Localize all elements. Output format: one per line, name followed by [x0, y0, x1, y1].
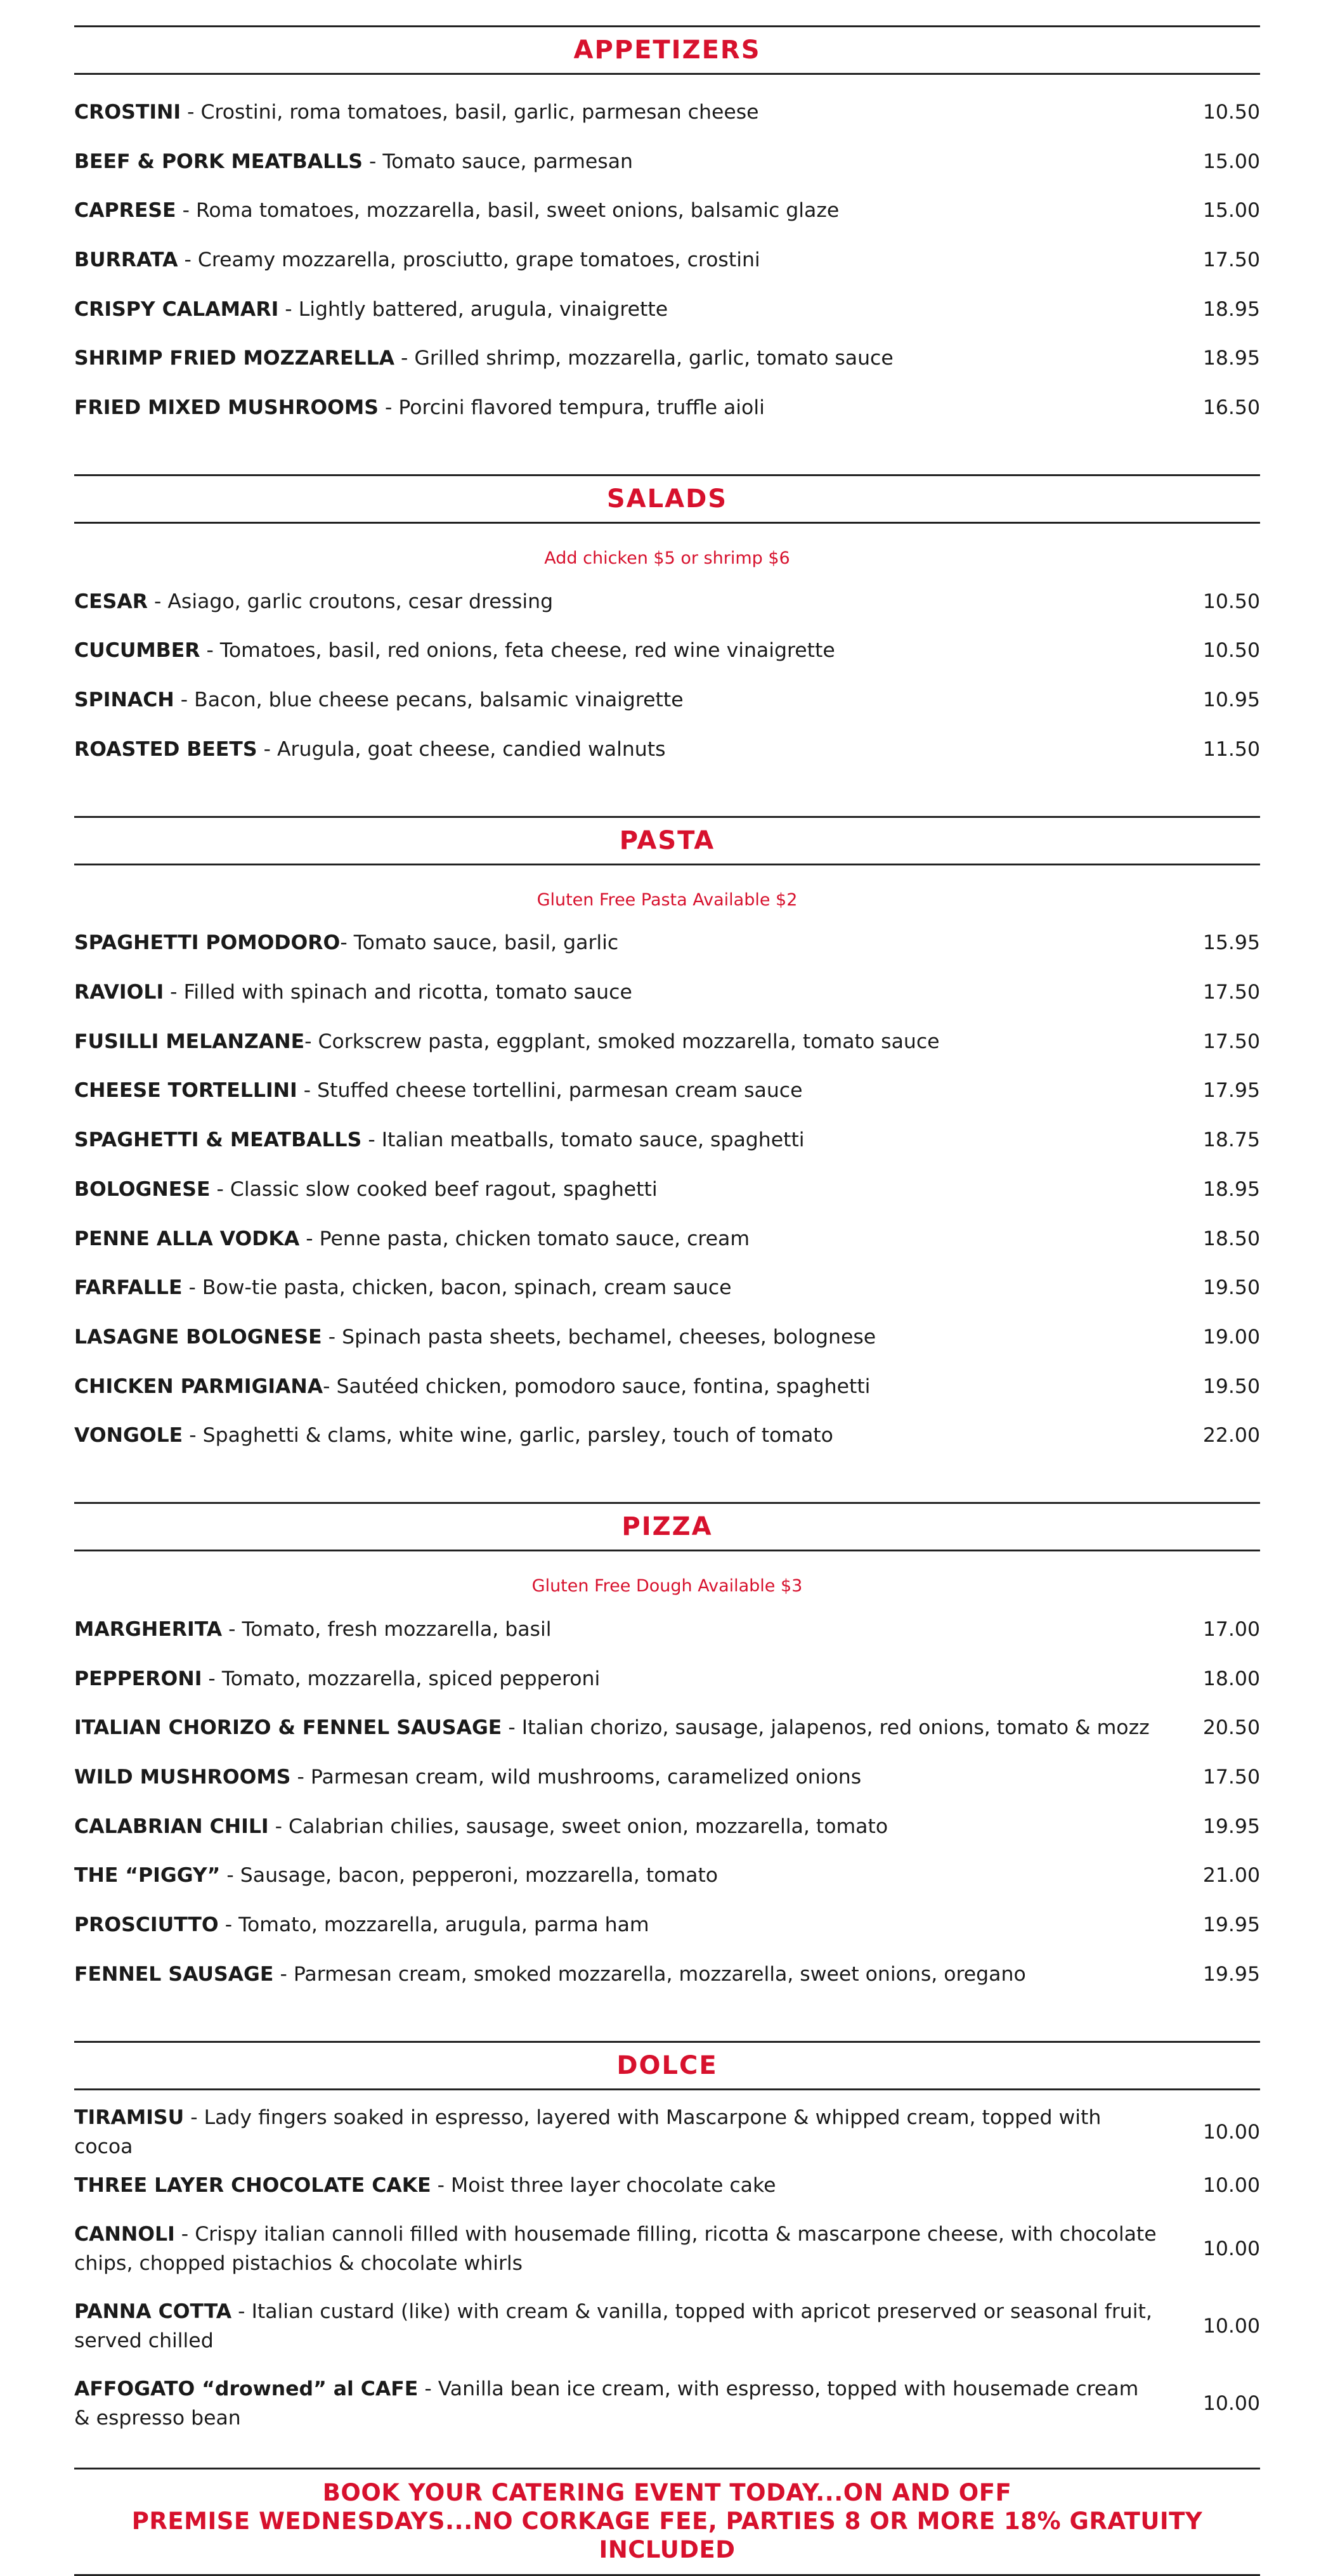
section-note: Gluten Free Dough Available $3 [531, 1576, 803, 1596]
item-description: - Corkscrew pasta, eggplant, smoked mozzarella, tomato sauce [304, 1030, 940, 1053]
item-price: 19.95 [1202, 1962, 1260, 1986]
item-name: PANNA COTTA [74, 2300, 232, 2324]
item-description: - Grilled shrimp, mozzarella, garlic, tomato sauce [394, 347, 894, 370]
menu-item [74, 2103, 1260, 2161]
section-header [74, 2041, 1260, 2090]
menu-item [74, 383, 1260, 432]
item-price: 16.50 [1202, 396, 1260, 419]
item-price: 15.00 [1202, 150, 1260, 173]
menu-item [74, 1950, 1260, 1999]
item-price: 19.95 [1202, 1815, 1260, 1838]
menu-item [74, 2288, 1260, 2365]
item-price: 19.95 [1202, 1913, 1260, 1937]
item-name: MARGHERITA [74, 1617, 223, 1641]
item-description: - Italian meatballs, tomato sauce, spaghetti [361, 1129, 805, 1152]
menu-item [74, 1654, 1260, 1704]
catering-line-1: BOOK YOUR CATERING EVENT TODAY...ON AND OFF [322, 2479, 1012, 2507]
menu-item [74, 1411, 1260, 1460]
section-header [74, 816, 1260, 865]
section-header [74, 1502, 1260, 1551]
section-title: PASTA [619, 825, 715, 855]
section-header [74, 474, 1260, 524]
item-price: 17.50 [1202, 1766, 1260, 1789]
item-price: 18.95 [1202, 1177, 1260, 1201]
item-list [74, 919, 1260, 1461]
item-name: THREE LAYER CHOCOLATE CAKE [74, 2174, 431, 2197]
item-name: CRISPY CALAMARI [74, 297, 279, 321]
item-name: CAPRESE [74, 199, 176, 223]
menu-item [74, 333, 1260, 383]
item-name: CANNOLI [74, 2223, 175, 2246]
menu-item [74, 1312, 1260, 1362]
item-price: 10.95 [1202, 689, 1260, 712]
menu-item [74, 968, 1260, 1017]
item-name: THE “PIGGY” [74, 1864, 221, 1887]
item-description: - Spaghetti & clams, white wine, garlic, parsley, touch of tomato [183, 1424, 833, 1447]
item-description: - Tomato sauce, parmesan [362, 150, 633, 173]
item-description: - Filled with spinach and ricotta, tomato sauce [164, 981, 632, 1004]
item-price: 17.50 [1202, 1030, 1260, 1053]
item-name: CHEESE TORTELLINI [74, 1079, 297, 1103]
item-price: 10.50 [1202, 100, 1260, 124]
menu-item [74, 1802, 1260, 1851]
section-dolce [74, 2041, 1260, 2443]
item-description: - Sausage, bacon, pepperoni, mozzarella, tomato [220, 1864, 719, 1887]
menu-item [74, 186, 1260, 235]
menu-item [74, 2161, 1260, 2211]
item-list [74, 1605, 1260, 1999]
menu-item [74, 675, 1260, 725]
item-description: - Bow-tie pasta, chicken, bacon, spinach, cream sauce [182, 1276, 732, 1300]
item-price: 18.00 [1202, 1667, 1260, 1690]
item-name: ITALIAN CHORIZO & FENNEL SAUSAGE [74, 1716, 502, 1740]
item-price: 15.00 [1202, 199, 1260, 223]
item-name: CROSTINI [74, 100, 181, 124]
menu-item [74, 1704, 1260, 1753]
item-description: - Roma tomatoes, mozzarella, basil, sweet onions, balsamic glaze [176, 199, 840, 223]
menu-item [74, 1263, 1260, 1312]
item-description: - Lady fingers soaked in espresso, layered with Mascarpone & whipped cream, topped with cocoa [74, 2106, 1102, 2158]
item-description: - Crispy italian cannoli filled with housemade filling, ricotta & mascarpone cheese, with chocolate chips, chopped pistachios & chocolate whirls [74, 2223, 1157, 2275]
menu-item [74, 1115, 1260, 1165]
menu-item [74, 285, 1260, 334]
item-list [74, 577, 1260, 774]
section-title: SALADS [606, 484, 728, 514]
section-pizza [74, 1502, 1260, 1999]
menu-item [74, 725, 1260, 774]
section-title: APPETIZERS [573, 36, 761, 65]
item-price: 22.00 [1202, 1424, 1260, 1447]
menu-item [74, 577, 1260, 626]
item-price: 10.00 [1202, 2315, 1260, 2338]
item-description: - Parmesan cream, smoked mozzarella, mozzarella, sweet onions, oregano [273, 1962, 1026, 1986]
section-appetizers [74, 25, 1260, 432]
item-name: CUCUMBER [74, 639, 200, 663]
section-salads [74, 474, 1260, 774]
menu-item [74, 1066, 1260, 1116]
item-name: CALABRIAN CHILI [74, 1815, 269, 1838]
item-name: FUSILLI MELANZANE [74, 1030, 305, 1053]
item-price: 18.75 [1202, 1129, 1260, 1152]
item-price: 18.95 [1202, 297, 1260, 321]
item-description: - Arugula, goat cheese, candied walnuts [257, 737, 666, 761]
item-price: 19.50 [1202, 1375, 1260, 1398]
menu-item [74, 1752, 1260, 1802]
item-price: 10.50 [1202, 639, 1260, 663]
item-price: 17.00 [1202, 1617, 1260, 1641]
item-price: 18.95 [1202, 347, 1260, 370]
section-note: Add chicken $5 or shrimp $6 [544, 548, 790, 568]
section-header [74, 25, 1260, 75]
item-price: 10.00 [1202, 2237, 1260, 2261]
menu-item [74, 1214, 1260, 1264]
menu-item [74, 1362, 1260, 1411]
item-description: - Lightly battered, arugula, vinaigrette [278, 297, 668, 321]
item-description: - Tomatoes, basil, red onions, feta cheese, red wine vinaigrette [200, 639, 835, 663]
section-title: DOLCE [616, 2050, 718, 2080]
item-name: FENNEL SAUSAGE [74, 1962, 274, 1986]
catering-line-2: PREMISE WEDNESDAYS...NO CORKAGE FEE, PARTIES 8 OR MORE 18% GRATUITY INCLUDED [131, 2508, 1203, 2564]
item-price: 21.00 [1202, 1864, 1260, 1887]
item-name: CHICKEN PARMIGIANA [74, 1375, 323, 1398]
item-description: - Tomato, fresh mozzarella, basil [222, 1617, 552, 1641]
item-description: - Crostini, roma tomatoes, basil, garlic, parmesan cheese [181, 100, 759, 124]
section-note: Gluten Free Pasta Available $2 [536, 890, 798, 910]
item-name: BEEF & PORK MEATBALLS [74, 150, 363, 173]
item-description: - Classic slow cooked beef ragout, spaghetti [210, 1177, 658, 1201]
menu-item [74, 1165, 1260, 1214]
item-description: - Italian custard (like) with cream & vanilla, topped with apricot preserved or seasonal fruit, served chilled [74, 2300, 1152, 2353]
item-price: 11.50 [1202, 737, 1260, 761]
menu-item [74, 137, 1260, 186]
catering-banner [74, 2468, 1260, 2576]
menu-item [74, 1017, 1260, 1066]
menu-item [74, 1851, 1260, 1901]
item-description: - Tomato sauce, basil, garlic [340, 931, 619, 955]
item-price: 19.50 [1202, 1276, 1260, 1300]
item-description: - Asiago, garlic croutons, cesar dressing [147, 590, 554, 613]
menu-item [74, 1900, 1260, 1950]
item-description: - Italian chorizo, sausage, jalapenos, red onions, tomato & mozz [502, 1716, 1150, 1740]
menu [74, 0, 1260, 2576]
item-name: WILD MUSHROOMS [74, 1766, 291, 1789]
item-description: - Moist three layer chocolate cake [431, 2174, 776, 2197]
item-price: 10.50 [1202, 590, 1260, 613]
item-description: - Calabrian chilies, sausage, sweet onion, mozzarella, tomato [268, 1815, 888, 1838]
menu-item [74, 235, 1260, 285]
item-name: TIRAMISU [74, 2106, 185, 2129]
item-list [74, 87, 1260, 432]
item-name: LASAGNE BOLOGNESE [74, 1325, 322, 1349]
item-price: 15.95 [1202, 931, 1260, 955]
item-price: 20.50 [1202, 1716, 1260, 1740]
menu-item [74, 87, 1260, 137]
item-name: PEPPERONI [74, 1667, 202, 1690]
menu-item [74, 626, 1260, 676]
item-name: SPINACH [74, 689, 174, 712]
item-description: - Vanilla bean ice cream, with espresso, topped with housemade cream & espresso bean [74, 2378, 1139, 2430]
item-description: - Tomato, mozzarella, spiced pepperoni [202, 1667, 601, 1690]
item-description: - Sautéed chicken, pomodoro sauce, fontina, spaghetti [323, 1375, 871, 1398]
item-name: BOLOGNESE [74, 1177, 211, 1201]
item-name: VONGOLE [74, 1424, 183, 1447]
item-name: SPAGHETTI POMODORO [74, 931, 341, 955]
item-name: CESAR [74, 590, 148, 613]
item-name: SHRIMP FRIED MOZZARELLA [74, 347, 395, 370]
menu-item [74, 1605, 1260, 1654]
item-description: - Tomato, mozzarella, arugula, parma ham [218, 1913, 649, 1937]
item-name: ROASTED BEETS [74, 737, 257, 761]
item-price: 17.95 [1202, 1079, 1260, 1103]
item-description: - Creamy mozzarella, prosciutto, grape tomatoes, crostini [178, 248, 760, 271]
item-name: AFFOGATO “drowned” al CAFE [74, 2378, 419, 2401]
item-description: - Spinach pasta sheets, bechamel, cheeses, bolognese [322, 1325, 876, 1349]
item-name: FARFALLE [74, 1276, 183, 1300]
item-name: FRIED MIXED MUSHROOMS [74, 396, 379, 419]
menu-item [74, 2210, 1260, 2288]
item-name: PENNE ALLA VODKA [74, 1227, 300, 1250]
item-price: 17.50 [1202, 248, 1260, 271]
item-price: 17.50 [1202, 981, 1260, 1004]
item-price: 19.00 [1202, 1325, 1260, 1349]
item-description: - Parmesan cream, wild mushrooms, caramelized onions [290, 1766, 862, 1789]
item-name: SPAGHETTI & MEATBALLS [74, 1129, 362, 1152]
section-pasta [74, 816, 1260, 1461]
item-list [74, 2103, 1260, 2443]
item-name: RAVIOLI [74, 981, 164, 1004]
item-name: BURRATA [74, 248, 178, 271]
item-name: PROSCIUTTO [74, 1913, 219, 1937]
item-description: - Porcini flavored tempura, truffle aioli [378, 396, 765, 419]
item-price: 10.00 [1202, 2120, 1260, 2144]
item-price: 10.00 [1202, 2392, 1260, 2416]
item-price: 18.50 [1202, 1227, 1260, 1250]
item-description: - Penne pasta, chicken tomato sauce, cream [299, 1227, 750, 1250]
item-description: - Bacon, blue cheese pecans, balsamic vinaigrette [174, 689, 684, 712]
menu-item [74, 919, 1260, 968]
menu-item [74, 2365, 1260, 2442]
item-description: - Stuffed cheese tortellini, parmesan cream sauce [297, 1079, 803, 1103]
section-title: PIZZA [621, 1512, 713, 1542]
item-price: 10.00 [1202, 2174, 1260, 2197]
